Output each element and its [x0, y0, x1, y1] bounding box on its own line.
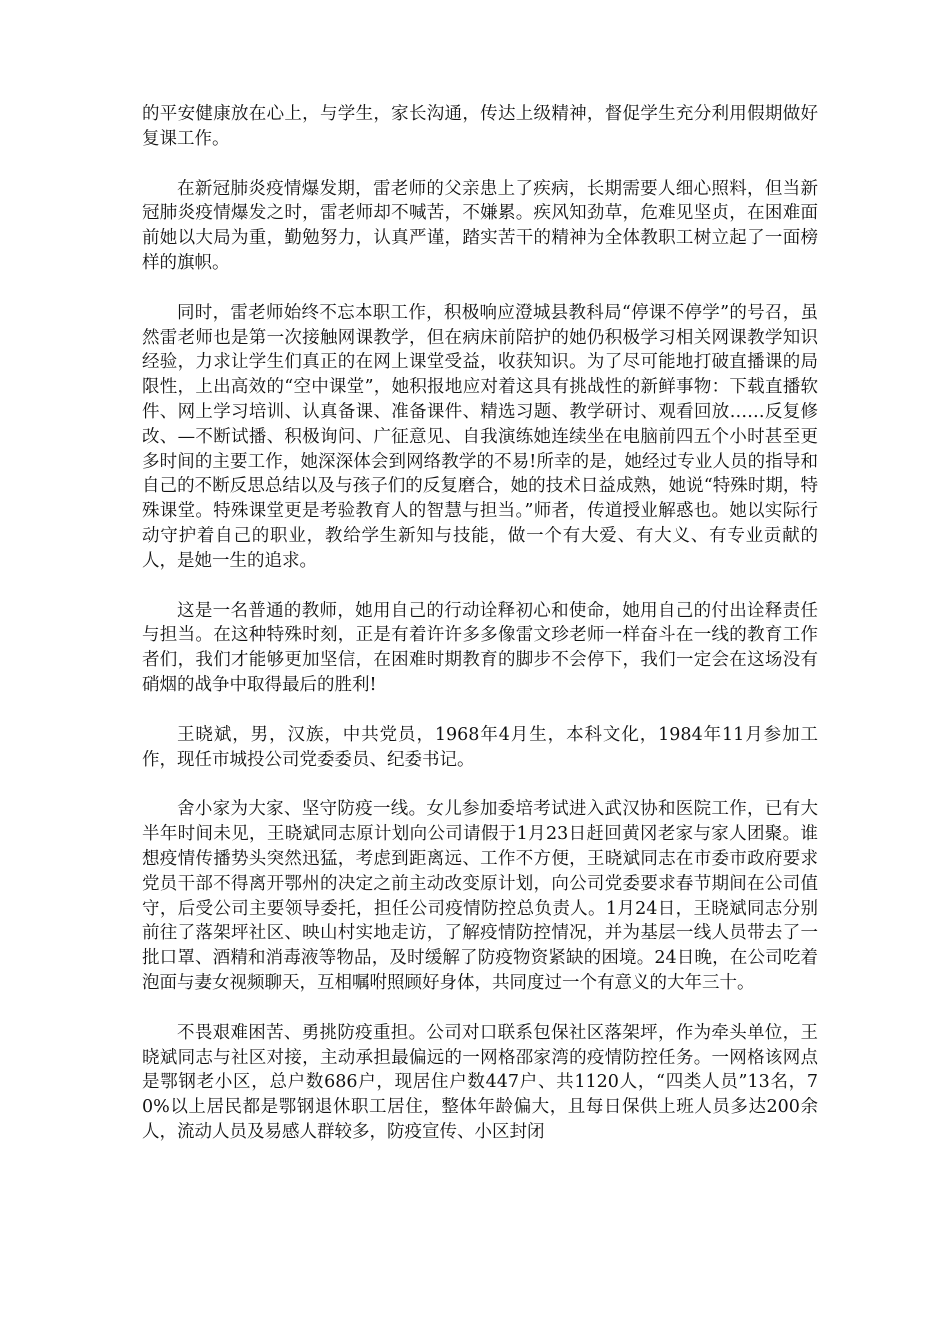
- paragraph-7: 不畏艰难困苦、勇挑防疫重担。公司对口联系包保社区落架坪，作为牵头单位，王晓斌同志与社区对接，主动承担最偏远的一网格邵家湾的疫情防控任务。一网格该网点是鄂钢老小区，总户数686户，现居住户数447户、共1120人，“四类人员”13名，70%以上居民都是鄂钢退休职工居住，整体年龄偏大，且每日保供上班人员多达200余人，流动人员及易感人群较多，防疫宣传、小区封闭: [142, 1022, 818, 1142]
- paragraph-5: 王晓斌，男，汉族，中共党员，1968年4月生，本科文化，1984年11月参加工作，现任市城投公司党委委员、纪委书记。: [142, 724, 818, 770]
- paragraph-3: 同时，雷老师始终不忘本职工作，积极响应澄城县教科局“停课不停学”的号召，虽然雷老师也是第一次接触网课教学，但在病床前陪护的她仍积极学习相关网课教学知识经验，力求让学生们真正的在网上课堂受益，收获知识。为了尽可能地打破直播课的局限性，上出高效的“空中课堂”，她积报地应对着这具有挑战性的新鲜事物：下载直播软件、网上学习培训、认真备课、准备课件、精选习题、教学研讨、观看回放……反复修改、—不断试播、积极询问、广征意见、自我演练她连续坐在电脑前四五个小时甚至更多时间的主要工作，她深深体会到网络教学的不易!所幸的是，她经过专业人员的指导和自己的不断反思总结以及与孩子们的反复磨合，她的技术日益成熟，她说“特殊时期，特殊课堂。特殊课堂更是考验教育人的智慧与担当。”师者，传道授业解惑也。她以实际行动守护着自己的职业，教给学生新知与技能，做一个有大爱、有大义、有专业贡献的人，是她一生的追求。: [142, 302, 818, 571]
- paragraph-4: 这是一名普通的教师，她用自己的行动诠释初心和使命，她用自己的付出诠释责任与担当。在这种特殊时刻，正是有着许许多多像雷文珍老师一样奋斗在一线的教育工作者们，我们才能够更加坚信，在困难时期教育的脚步不会停下，我们一定会在这场没有硝烟的战争中取得最后的胜利!: [142, 600, 818, 695]
- paragraph-1: 的平安健康放在心上，与学生，家长沟通，传达上级精神，督促学生充分利用假期做好复课工作。: [142, 104, 818, 149]
- paragraph-6: 舍小家为大家、坚守防疫一线。女儿参加委培考试进入武汉协和医院工作，已有大半年时间未见，王晓斌同志原计划向公司请假于1月23日赶回黄冈老家与家人团聚。谁想疫情传播势头突然迅猛，考虑到距离远、工作不方便，王晓斌同志在市委市政府要求党员干部不得离开鄂州的决定之前主动改变原计划，向公司党委要求春节期间在公司值守，后受公司主要领导委托，担任公司疫情防控总负责人。1月24日，王晓斌同志分别前往了落架坪社区、映山村实地走访，了解疫情防控情况，并为基层一线人员带去了一批口罩、酒精和消毒液等物品，及时缓解了防疫物资紧缺的困境。24日晚，在公司吃着泡面与妻女视频聊天，互相嘱咐照顾好身体，共同度过一个有意义的大年三十。: [142, 799, 818, 993]
- paragraph-2: 在新冠肺炎疫情爆发期，雷老师的父亲患上了疾病，长期需要人细心照料，但当新冠肺炎疫情爆发之时，雷老师却不喊苦，不嫌累。疾风知劲草，危难见坚贞，在困难面前她以大局为重，勤勉努力，认真严谨，踏实苦干的精神为全体教职工树立起了一面榜样的旗帜。: [142, 178, 818, 273]
- document-page: [142, 102, 818, 1170]
